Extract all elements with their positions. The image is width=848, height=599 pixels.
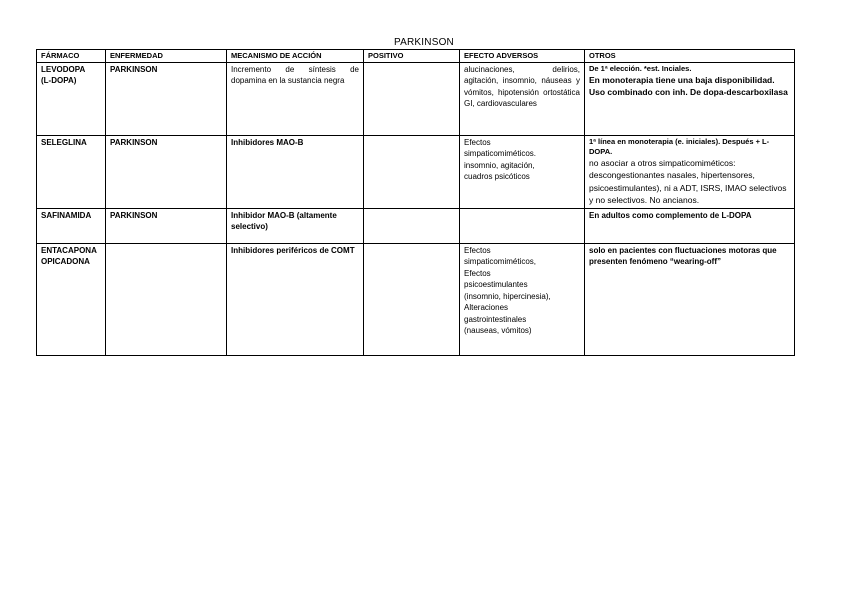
table-row: [37, 208, 795, 243]
cell-otros: [585, 62, 795, 135]
cell-positivo: [364, 135, 460, 208]
cell-enfermedad: PARKINSON: [106, 208, 227, 243]
table-row: [37, 62, 795, 135]
cell-mecanismo: Inhibidor MAO-B (altamente selectivo): [227, 208, 364, 243]
otros-note-2: En monoterapia tiene una baja disponibilidad. Uso combinado con inh. De dopa-descarboxilasa: [589, 74, 788, 97]
cell-farmaco: [37, 62, 106, 135]
cell-otros: solo en pacientes con fluctuaciones motoras que presenten fenómeno “wearing-off”: [585, 243, 795, 355]
otros-note-1: 1ª línea en monoterapia (e. iniciales). Después + L-DOPA.: [589, 136, 770, 156]
cell-mecanismo: Inhibidores MAO-B: [227, 135, 364, 208]
efectos-line: simpaticomiméticos.: [464, 149, 537, 158]
cell-positivo: [364, 62, 460, 135]
otros-note-1: De 1ª elección. *est. Inciales.: [589, 63, 692, 73]
efectos-line: gastrointestinales: [464, 314, 527, 324]
cell-enfermedad: PARKINSON: [106, 62, 227, 135]
efectos-line: insomnio, agitación,: [464, 160, 535, 170]
table-header-row: [37, 50, 795, 63]
header-positivo: POSITIVO: [364, 50, 460, 63]
efectos-line: (insomnio, hipercinesia),: [464, 291, 551, 301]
cell-enfermedad: [106, 243, 227, 355]
cell-efectos: [460, 135, 585, 208]
cell-farmaco: [37, 208, 106, 243]
cell-positivo: [364, 208, 460, 243]
document-title: PARKINSON: [394, 37, 454, 48]
cell-mecanismo: Incremento de síntesis de dopamina en la sustancia negra: [227, 62, 364, 135]
cell-efectos: alucinaciones, delirios, agitación, insomnio, náuseas y vómitos, hipotensión ortostática GI, cardiovasculares: [460, 62, 585, 135]
efectos-line: Efectos: [464, 268, 491, 278]
drug-name: ENTACAPONA: [41, 245, 97, 255]
table-row: [37, 135, 795, 208]
efectos-line: (nauseas, vómitos): [464, 326, 532, 335]
cell-mecanismo: Inhibidores periféricos de COMT: [227, 243, 364, 355]
efectos-line: Alteraciones: [464, 303, 509, 312]
efectos-line: cuadros psicóticos: [464, 172, 530, 181]
efectos-line: Efectos: [464, 245, 491, 255]
header-enfermedad: ENFERMEDAD: [106, 50, 227, 63]
cell-otros: [585, 135, 795, 208]
cell-efectos: [460, 243, 585, 355]
header-farmaco: FÁRMACO: [37, 50, 106, 63]
cell-enfermedad: PARKINSON: [106, 135, 227, 208]
cell-farmaco: [37, 135, 106, 208]
cell-efectos: [460, 208, 585, 243]
drug-name: LEVODOPA: [41, 64, 86, 74]
table-row: [37, 243, 795, 355]
efectos-line: Efectos: [464, 137, 491, 147]
drug-name: SELEGLINA: [41, 137, 87, 147]
cell-farmaco: [37, 243, 106, 355]
cell-positivo: [364, 243, 460, 355]
drug-table: [36, 49, 795, 356]
drug-name: SAFINAMIDA: [41, 210, 92, 220]
cell-otros: En adultos como complemento de L-DOPA: [585, 208, 795, 243]
efectos-line: simpaticomiméticos,: [464, 257, 537, 266]
drug-name: OPICADONA: [41, 257, 90, 266]
header-efectos: EFECTO ADVERSOS: [460, 50, 585, 63]
efectos-line: psicoestimulantes: [464, 280, 528, 289]
header-otros: OTROS: [585, 50, 795, 63]
header-mecanismo: MECANISMO DE ACCIÓN: [227, 50, 364, 63]
otros-note-2: no asociar a otros simpaticomiméticos: descongestionantes nasales, hipertensores, psicoestimulantes), ni a ADT, ISRS, IMAO selectivos y no selectivos. No ancianos.: [589, 157, 787, 205]
drug-name-abbrev: (L-DOPA): [41, 76, 77, 85]
